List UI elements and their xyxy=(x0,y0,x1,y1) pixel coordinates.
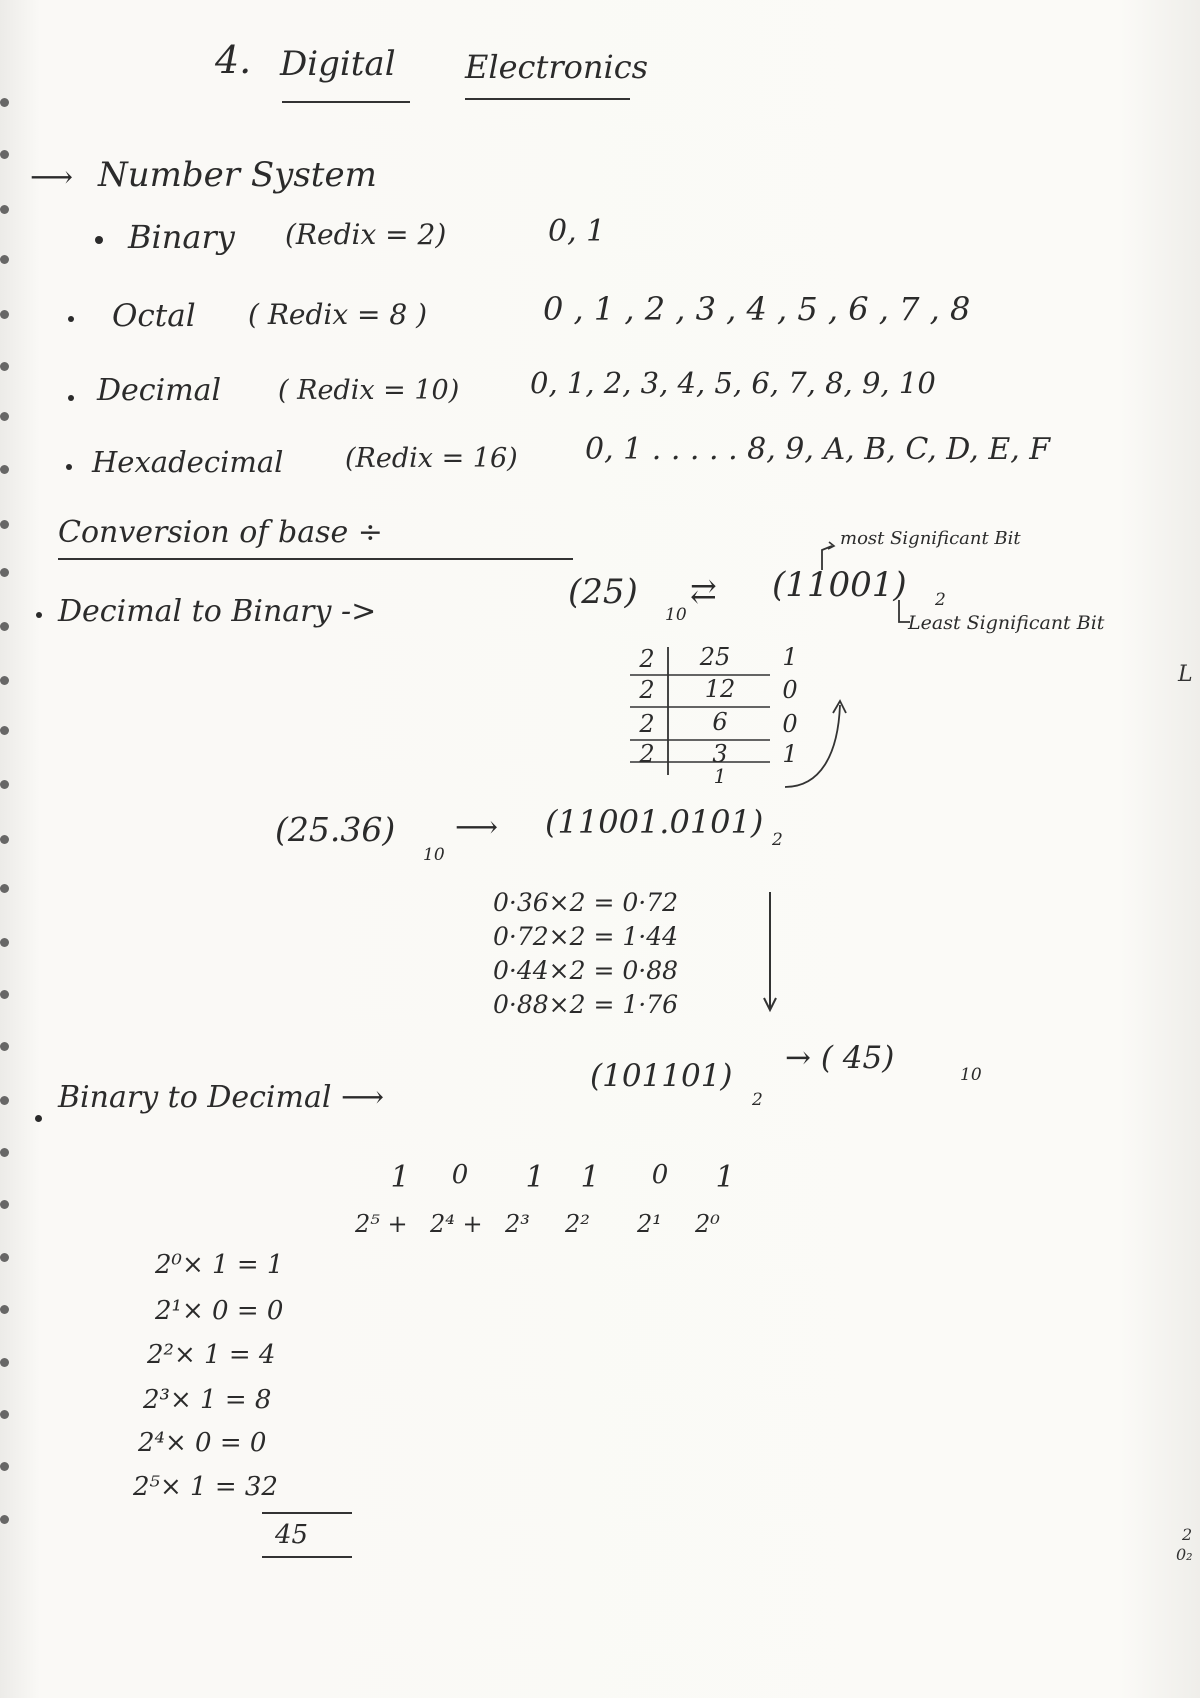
frac-decimal-base: 10 xyxy=(423,845,445,865)
product-3: 2³× 1 = 8 xyxy=(143,1385,272,1415)
margin-note-1: L xyxy=(1178,662,1193,687)
frac-binary-base: 2 xyxy=(772,830,783,850)
bullet-bin-to-dec xyxy=(35,1115,42,1122)
bin11001-base: 2 xyxy=(935,590,946,610)
div-row-0-divisor: 2 xyxy=(639,645,655,673)
title-word-electronics: Electronics xyxy=(465,48,649,86)
frac-step-3: 0·44×2 = 0·88 xyxy=(493,956,679,985)
product-0: 2⁰× 1 = 1 xyxy=(155,1250,284,1280)
frac-step-2: 0·72×2 = 1·44 xyxy=(493,922,679,951)
div-row-1-rem: 0 xyxy=(782,676,798,704)
octal-digits: 0 , 1 , 2 , 3 , 4 , 5 , 6 , 7 , 8 xyxy=(543,290,971,328)
dec45-value: → ( 45) xyxy=(785,1040,895,1076)
div-row-0-quotient: 25 xyxy=(699,643,731,671)
bullet-hexadecimal xyxy=(66,464,72,470)
div-row-3-divisor: 2 xyxy=(639,740,655,768)
hexadecimal-radix: (Redix = 16) xyxy=(345,443,518,474)
div-row-1-quotient: 12 xyxy=(704,675,736,703)
bit-5: 1 xyxy=(715,1160,735,1195)
div-row-0-rem: 1 xyxy=(782,643,798,671)
bullet-decimal xyxy=(68,395,74,401)
power-5: 2⁰ xyxy=(695,1210,720,1238)
div-row-1-divisor: 2 xyxy=(639,676,655,704)
bit-3: 1 xyxy=(580,1160,600,1195)
margin-note-3: 0₂ xyxy=(1176,1545,1193,1564)
binary-name: Binary xyxy=(128,218,235,256)
title-number: 4. xyxy=(215,38,252,82)
decimal-name: Decimal xyxy=(97,373,222,408)
power-2: 2³ xyxy=(505,1210,530,1238)
bit-4: 0 xyxy=(651,1160,669,1190)
title-underline-2 xyxy=(465,98,630,100)
frac-decimal-value: (25.36) xyxy=(275,810,396,849)
dec45-base: 10 xyxy=(960,1065,982,1085)
margin-note-2: 2 xyxy=(1182,1525,1193,1544)
decimal-radix: ( Redix = 10) xyxy=(278,375,460,406)
product-5: 2⁵× 1 = 32 xyxy=(133,1472,278,1502)
remainder-read-arrow xyxy=(780,695,860,795)
bit-2: 1 xyxy=(525,1160,545,1195)
dec25-value: (25) xyxy=(568,572,638,612)
bin-to-dec-label: Binary to Decimal ⟶ xyxy=(58,1080,385,1115)
bit-1: 0 xyxy=(451,1160,469,1190)
octal-name: Octal xyxy=(112,298,196,334)
div-row-4-quotient: 1 xyxy=(713,764,727,788)
dec25-base: 10 xyxy=(665,605,687,625)
bit-0: 1 xyxy=(390,1160,410,1195)
hexadecimal-digits: 0, 1 . . . . . 8, 9, A, B, C, D, E, F xyxy=(585,432,1051,467)
number-system-heading: Number System xyxy=(98,155,377,195)
product-2: 2²× 1 = 4 xyxy=(147,1340,276,1370)
div-row-3-quotient: 3 xyxy=(712,740,728,768)
product-1: 2¹× 0 = 0 xyxy=(155,1296,284,1326)
title-word-digital: Digital xyxy=(280,44,396,84)
lsb-label: Least Significant Bit xyxy=(908,612,1105,634)
decimal-digits: 0, 1, 2, 3, 4, 5, 6, 7, 8, 9, 10 xyxy=(530,366,936,400)
frac-binary-value: (11001.0101) xyxy=(545,803,764,841)
bin11001-value: (11001) xyxy=(772,565,907,605)
conversion-heading: Conversion of base ÷ xyxy=(58,515,383,550)
bin101101-value: (101101) xyxy=(590,1058,733,1094)
bullet-dec-to-bin xyxy=(36,612,42,618)
title-underline-1 xyxy=(282,101,410,103)
binary-radix: (Redix = 2) xyxy=(285,218,447,251)
frac-step-1: 0·36×2 = 0·72 xyxy=(493,888,679,917)
convert-arrow: ⇄ xyxy=(690,572,717,610)
dec-to-bin-label: Decimal to Binary -> xyxy=(58,594,377,629)
conversion-underline xyxy=(58,558,573,560)
frac-step-4: 0·88×2 = 1·76 xyxy=(493,990,679,1019)
frac-arrow: ⟶ xyxy=(455,810,499,845)
div-row-3-rem: 1 xyxy=(782,740,798,768)
bullet-binary xyxy=(95,236,103,244)
arrow-bullet: ⟶ xyxy=(30,160,74,195)
binary-digits: 0, 1 xyxy=(548,214,606,249)
power-3: 2² xyxy=(565,1210,590,1238)
sum-underline xyxy=(262,1556,352,1558)
msb-label: most Significant Bit xyxy=(840,528,1021,549)
div-row-2-quotient: 6 xyxy=(712,708,728,736)
frac-read-arrow xyxy=(760,890,780,1015)
power-1: 2⁴ + xyxy=(430,1210,483,1238)
product-4: 2⁴× 0 = 0 xyxy=(138,1428,267,1458)
sum-line xyxy=(262,1512,352,1514)
power-4: 2¹ xyxy=(637,1210,662,1238)
div-row-2-rem: 0 xyxy=(782,710,798,738)
lsb-pointer xyxy=(895,598,915,628)
sum-total: 45 xyxy=(275,1520,309,1550)
octal-radix: ( Redix = 8 ) xyxy=(248,298,428,331)
bin101101-base: 2 xyxy=(752,1090,763,1110)
hexadecimal-name: Hexadecimal xyxy=(92,445,284,479)
bullet-octal xyxy=(68,316,74,322)
msb-pointer xyxy=(800,540,840,574)
div-row-2-divisor: 2 xyxy=(639,710,655,738)
power-0: 2⁵ + xyxy=(355,1210,408,1238)
binder-holes xyxy=(0,0,14,1698)
